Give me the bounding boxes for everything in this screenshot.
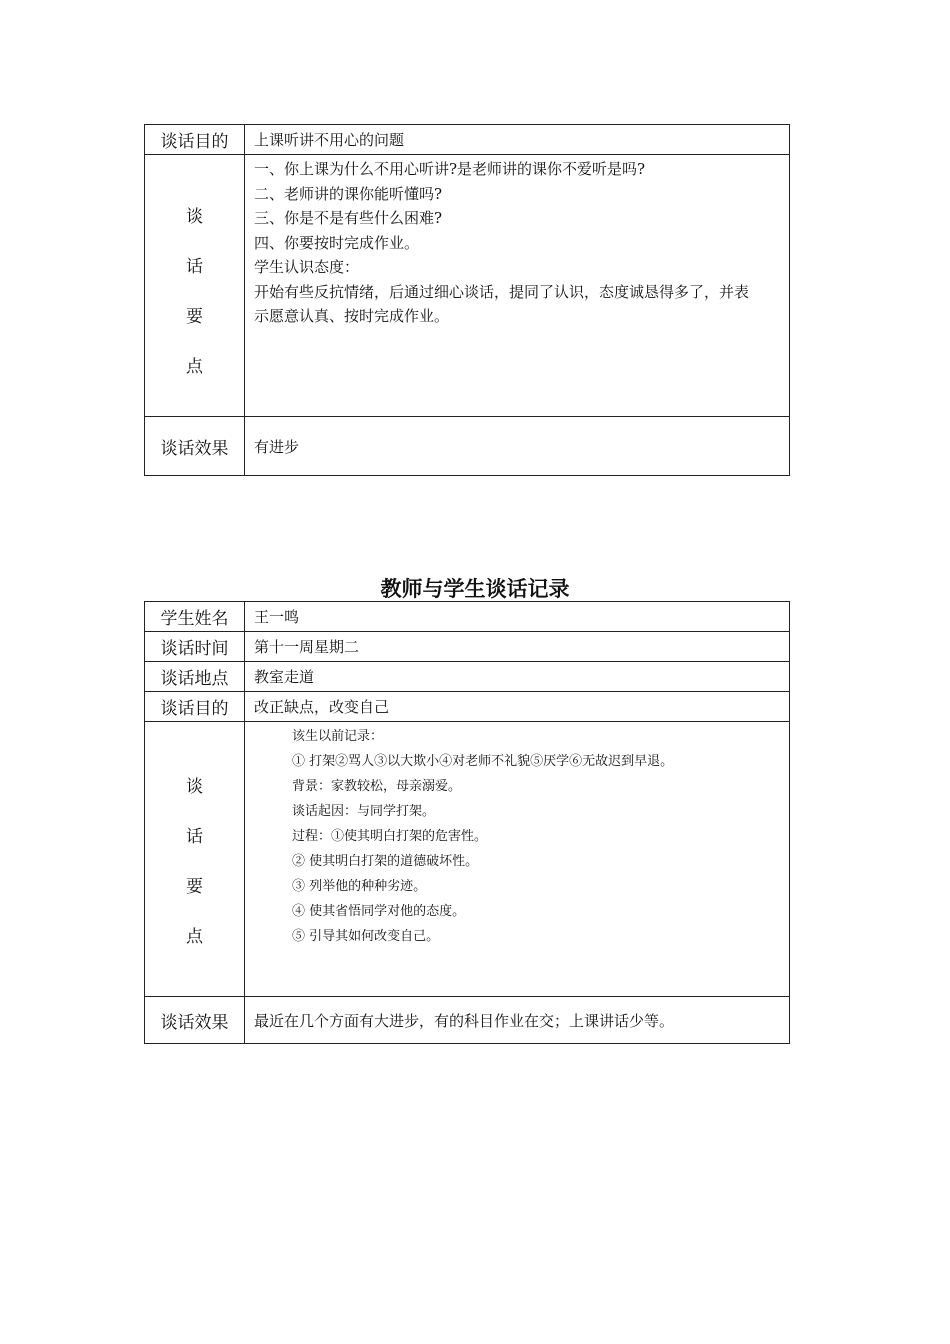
points-line: 背景：家教较松，母亲溺爱。 <box>292 779 462 794</box>
effect-label: 谈话效果 <box>145 417 245 476</box>
points-line: 谈话起因：与同学打架。 <box>292 804 436 819</box>
purpose-label: 谈话目的 <box>145 125 245 155</box>
effect-value: 最近在几个方面有大进步，有的科目作业在交；上课讲话少等。 <box>245 997 790 1044</box>
effect-label: 谈话效果 <box>145 997 245 1044</box>
points-line: 示愿意认真、按时完成作业。 <box>254 307 450 325</box>
points-line: 过程：①使其明白打架的危害性。 <box>292 829 488 844</box>
points-label-char: 点 <box>186 927 203 947</box>
points-line: 一、你上课为什么不用心听讲?是老师讲的课你不爱听是吗? <box>254 160 646 178</box>
points-line: ③ 列举他的种种劣迹。 <box>292 879 427 894</box>
points-line: 开始有些反抗情绪，后通过细心谈话，提同了认识，态度诚恳得多了，并表 <box>254 282 750 301</box>
points-label-char: 话 <box>186 256 203 277</box>
purpose-value: 改正缺点，改变自己 <box>245 692 790 722</box>
points-label-char: 点 <box>186 356 203 377</box>
purpose-label: 谈话目的 <box>145 692 245 722</box>
place-value: 教室走道 <box>245 662 790 692</box>
points-line: 三、你是不是有些什么困难? <box>254 209 443 227</box>
points-line: 该生以前记录： <box>292 729 384 744</box>
name-value: 王一鸣 <box>245 602 790 632</box>
points-label-char: 要 <box>186 877 203 897</box>
time-label: 谈话时间 <box>145 632 245 662</box>
points-line: ① 打架②骂人③以大欺小④对老师不礼貌⑤厌学⑥无故迟到早退。 <box>292 754 674 769</box>
points-label-char: 谈 <box>186 777 203 797</box>
points-line: 二、老师讲的课你能听懂吗? <box>254 184 443 203</box>
points-label-char: 话 <box>186 827 203 847</box>
name-label: 学生姓名 <box>145 602 245 632</box>
points-label <box>145 722 245 997</box>
points-label-char: 谈 <box>186 206 203 227</box>
points-content <box>245 722 790 997</box>
purpose-value: 上课听讲不用心的问题 <box>245 125 790 155</box>
points-line: ② 使其明白打架的道德破坏性。 <box>292 854 479 869</box>
points-line: ④ 使其省悟同学对他的态度。 <box>292 904 466 919</box>
points-line: 学生认识态度： <box>254 258 360 276</box>
place-label: 谈话地点 <box>145 662 245 692</box>
talk-record-table-1 <box>144 124 790 476</box>
points-content <box>245 155 790 417</box>
points-line: ⑤ 引导其如何改变自己。 <box>292 929 440 944</box>
effect-value: 有进步 <box>245 417 790 476</box>
time-value: 第十一周星期二 <box>245 632 790 662</box>
talk-record-table-2 <box>144 601 790 1044</box>
points-label <box>145 155 245 417</box>
points-label-char: 要 <box>186 306 203 327</box>
record-title: 教师与学生谈话记录 <box>380 576 570 601</box>
points-line: 四、你要按时完成作业。 <box>254 233 420 252</box>
